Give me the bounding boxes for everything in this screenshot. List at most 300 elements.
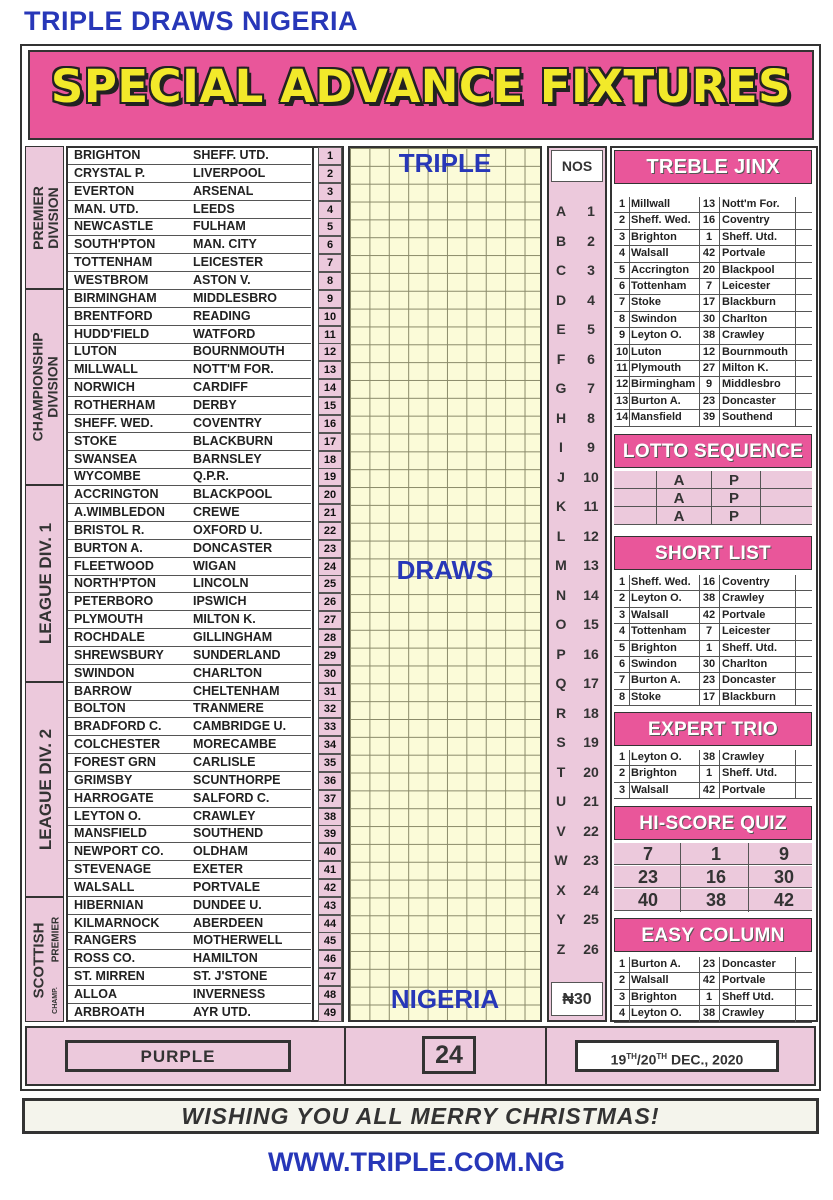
pair-team: Burton A. bbox=[631, 674, 681, 687]
nos-number: 4 bbox=[587, 291, 595, 308]
pair-team: Charlton bbox=[722, 312, 768, 325]
fixture-row bbox=[68, 433, 311, 451]
pair-team: Portvale bbox=[722, 608, 766, 621]
fixture-away-team: ABERDEEN bbox=[193, 915, 264, 930]
table-divider bbox=[699, 197, 700, 427]
lotto-letter: A bbox=[673, 472, 685, 489]
fixture-home-team: RANGERS bbox=[74, 933, 137, 948]
nos-letter: C bbox=[555, 262, 567, 278]
pair-number: 1 bbox=[705, 990, 713, 1003]
coupon-colour: PURPLE bbox=[65, 1040, 291, 1072]
pair-number: 38 bbox=[702, 329, 716, 342]
fixture-number: 16 bbox=[318, 415, 342, 433]
table-divider bbox=[795, 750, 796, 799]
pair-number: 2 bbox=[618, 592, 626, 605]
date-part: DEC., 2020 bbox=[667, 1051, 744, 1068]
nos-letter: U bbox=[555, 793, 567, 809]
pair-team: Mansfield bbox=[631, 411, 682, 424]
pair-row bbox=[614, 312, 812, 328]
pair-team: Walsall bbox=[631, 247, 669, 260]
pair-team: Crawley bbox=[722, 1007, 765, 1020]
table-divider bbox=[680, 843, 681, 912]
fixture-number: 49 bbox=[318, 1004, 342, 1022]
fixture-row bbox=[68, 950, 311, 968]
pair-team: Crawley bbox=[722, 751, 765, 763]
nos-letter: X bbox=[556, 881, 566, 898]
fixture-home-team: BRADFORD C. bbox=[74, 719, 162, 734]
pair-row bbox=[614, 230, 812, 246]
nos-number: 22 bbox=[583, 822, 599, 839]
fixture-home-team: PETERBORO bbox=[74, 594, 154, 609]
pair-number: 23 bbox=[702, 674, 716, 687]
nos-number: 3 bbox=[587, 262, 595, 278]
fixture-home-team: BARROW bbox=[74, 683, 132, 698]
pair-number: 1 bbox=[618, 576, 626, 588]
pair-team: Portvale bbox=[722, 247, 766, 260]
fixture-row bbox=[68, 415, 311, 433]
fixture-row bbox=[68, 629, 311, 647]
division-label: CHAMPIONSHIP DIVISION bbox=[29, 332, 61, 442]
fixture-away-team: READING bbox=[193, 308, 251, 323]
pair-team: Walsall bbox=[631, 974, 669, 987]
fixture-row bbox=[68, 915, 311, 933]
hi-score-row bbox=[614, 843, 812, 865]
pair-number: 3 bbox=[618, 608, 626, 621]
date-part: /20 bbox=[636, 1051, 657, 1068]
pair-number: 8 bbox=[618, 690, 626, 703]
fixture-row bbox=[68, 593, 311, 611]
fixture-number: 21 bbox=[318, 504, 342, 522]
pair-number: 38 bbox=[702, 592, 716, 605]
fixture-number: 47 bbox=[318, 968, 342, 986]
nos-number: 25 bbox=[583, 911, 599, 927]
fixture-home-team: ST. MIRREN bbox=[74, 969, 145, 984]
fixture-away-team: OXFORD U. bbox=[193, 522, 263, 537]
table-divider bbox=[656, 471, 657, 525]
fixture-home-team: ACCRINGTON bbox=[74, 487, 159, 502]
pair-number: 7 bbox=[705, 625, 713, 638]
nos-letter: H bbox=[555, 409, 567, 426]
pair-team: Leyton O. bbox=[631, 329, 682, 342]
fixture-home-team: WYCOMBE bbox=[74, 469, 141, 484]
fixture-number: 18 bbox=[318, 451, 342, 469]
fixture-number: 40 bbox=[318, 843, 342, 861]
fixture-away-team: SOUTHEND bbox=[193, 826, 264, 841]
table-divider bbox=[795, 197, 796, 427]
division-band-scottish bbox=[25, 897, 64, 1022]
fixture-home-team: NEWCASTLE bbox=[74, 219, 154, 234]
fixture-home-team: ROTHERHAM bbox=[74, 397, 156, 412]
hi-score-quiz-header: HI-SCORE QUIZ bbox=[614, 806, 812, 840]
fixture-away-team: MOTHERWELL bbox=[193, 933, 283, 948]
pair-team: Sheff. Utd. bbox=[722, 641, 777, 654]
fixture-row bbox=[68, 540, 311, 558]
nos-number: 20 bbox=[583, 763, 599, 780]
short-list-header: SHORT LIST bbox=[614, 536, 812, 570]
fixture-row bbox=[68, 665, 311, 683]
pair-number: 42 bbox=[702, 247, 716, 260]
pair-team: Brighton bbox=[631, 990, 677, 1003]
fixture-number: 6 bbox=[318, 236, 342, 254]
pair-number: 16 bbox=[702, 576, 716, 588]
pair-number: 2 bbox=[618, 767, 626, 780]
fixture-number: 9 bbox=[318, 290, 342, 308]
pair-team: Leyton O. bbox=[631, 592, 682, 605]
fixture-home-team: TOTTENHAM bbox=[74, 255, 153, 270]
nos-number: 13 bbox=[583, 557, 599, 573]
nos-letter: T bbox=[556, 763, 566, 780]
price-box: ₦30 bbox=[551, 982, 603, 1016]
fixture-row bbox=[68, 825, 311, 843]
fixture-away-team: MIDDLESBRO bbox=[193, 290, 278, 305]
division-band-championship bbox=[25, 289, 64, 485]
pair-number: 6 bbox=[618, 658, 626, 670]
pair-number: 7 bbox=[705, 280, 713, 292]
fixture-row bbox=[68, 254, 311, 272]
fixture-number: 5 bbox=[318, 218, 342, 236]
pair-team: Leyton O. bbox=[631, 1007, 682, 1020]
fixture-away-team: SCUNTHORPE bbox=[193, 772, 281, 787]
pair-team: Blackpool bbox=[722, 263, 775, 276]
pair-number: 3 bbox=[618, 990, 626, 1003]
fixture-home-team: CRYSTAL P. bbox=[74, 165, 146, 180]
fixture-row bbox=[68, 290, 311, 308]
fixture-number: 1 bbox=[318, 147, 342, 165]
nos-number: 26 bbox=[583, 940, 599, 957]
hi-score-number: 42 bbox=[773, 890, 795, 910]
pair-number: 4 bbox=[618, 1007, 626, 1020]
fixture-away-team: PORTVALE bbox=[193, 879, 261, 894]
pair-number: 42 bbox=[702, 974, 716, 987]
fixture-home-team: WESTBROM bbox=[74, 273, 149, 287]
pair-number: 20 bbox=[702, 263, 716, 276]
fixture-number: 22 bbox=[318, 522, 342, 540]
fixture-home-team: ARBROATH bbox=[74, 1004, 145, 1019]
fixture-row bbox=[68, 308, 311, 326]
fixture-away-team: BOURNMOUTH bbox=[193, 344, 285, 359]
fixture-row bbox=[68, 218, 311, 236]
fixture-number: 43 bbox=[318, 897, 342, 915]
fixture-number: 42 bbox=[318, 879, 342, 897]
lotto-letter: A bbox=[673, 508, 685, 525]
fixture-row bbox=[68, 183, 311, 201]
pair-number: 23 bbox=[702, 958, 716, 970]
fixture-number: 29 bbox=[318, 647, 342, 665]
fixture-number: 39 bbox=[318, 825, 342, 843]
fixture-home-team: COLCHESTER bbox=[74, 737, 161, 752]
hi-score-number: 30 bbox=[773, 867, 795, 887]
fixture-home-team: BOLTON bbox=[74, 701, 126, 716]
pair-team: Luton bbox=[631, 345, 662, 358]
fixture-away-team: CREWE bbox=[193, 505, 240, 519]
fixture-number: 36 bbox=[318, 772, 342, 790]
fixture-number: 15 bbox=[318, 397, 342, 415]
nos-number: 24 bbox=[583, 881, 599, 898]
fixture-number: 27 bbox=[318, 611, 342, 629]
hi-score-number: 23 bbox=[637, 867, 659, 887]
pair-team: Leyton O. bbox=[631, 751, 682, 763]
pair-number: 2 bbox=[618, 214, 626, 227]
table-divider bbox=[629, 957, 630, 1023]
table-divider bbox=[719, 957, 720, 1023]
division-label: LEAGUE DIV. 1 bbox=[36, 522, 55, 645]
fixture-number: 32 bbox=[318, 700, 342, 718]
fixture-row bbox=[68, 808, 311, 826]
pair-team: Burton A. bbox=[631, 958, 681, 970]
nos-number: 1 bbox=[587, 203, 595, 219]
fixture-away-team: CARLISLE bbox=[193, 754, 256, 769]
fixture-home-team: HUDD'FIELD bbox=[74, 326, 150, 341]
pair-row bbox=[614, 766, 812, 782]
fixture-away-team: CHELTENHAM bbox=[193, 683, 280, 698]
pair-team: Charlton bbox=[722, 658, 768, 670]
fixture-number: 30 bbox=[318, 665, 342, 683]
fixture-home-team: GRIMSBY bbox=[74, 772, 133, 787]
brand-header: TRIPLE DRAWS NIGERIA bbox=[24, 6, 359, 36]
pair-number: 3 bbox=[618, 230, 626, 243]
table-divider bbox=[629, 197, 630, 427]
pair-number: 13 bbox=[702, 198, 716, 210]
division-sublabel: CHAMP. bbox=[52, 986, 59, 1014]
hi-score-number: 9 bbox=[778, 844, 789, 864]
pair-number: 30 bbox=[702, 312, 716, 325]
table-divider bbox=[699, 575, 700, 706]
fixture-number: 34 bbox=[318, 736, 342, 754]
website-link[interactable]: WWW.TRIPLE.COM.NG bbox=[268, 1147, 565, 1177]
fixture-number: 41 bbox=[318, 861, 342, 879]
fixture-away-team: SHEFF. UTD. bbox=[193, 148, 269, 162]
pair-row bbox=[614, 410, 812, 426]
fixture-row bbox=[68, 861, 311, 879]
fixture-row bbox=[68, 754, 311, 772]
nos-number: 2 bbox=[587, 232, 595, 249]
pair-team: Doncaster bbox=[722, 958, 776, 970]
greeting-banner: WISHING YOU ALL MERRY CHRISTMAS! bbox=[22, 1098, 819, 1134]
fixtures-divider bbox=[312, 146, 314, 1022]
table-divider bbox=[719, 575, 720, 706]
fixture-row bbox=[68, 361, 311, 379]
pair-team: Tottenham bbox=[631, 625, 687, 638]
lotto-row bbox=[614, 507, 812, 525]
fixture-away-team: TRANMERE bbox=[193, 701, 264, 716]
fixture-row bbox=[68, 772, 311, 790]
nos-number: 12 bbox=[583, 527, 599, 544]
pair-row bbox=[614, 783, 812, 799]
fixture-row bbox=[68, 718, 311, 736]
nos-letter: V bbox=[556, 822, 566, 839]
pair-team: Leicester bbox=[722, 625, 771, 638]
pair-team: Sheff. Utd. bbox=[722, 230, 777, 243]
fixture-home-team: STEVENAGE bbox=[74, 862, 152, 876]
pair-team: Accrington bbox=[631, 263, 690, 276]
nos-letter: B bbox=[555, 232, 567, 249]
lotto-letter: P bbox=[728, 490, 739, 507]
pair-number: 16 bbox=[702, 214, 716, 227]
fixture-number: 10 bbox=[318, 308, 342, 326]
fixture-number: 12 bbox=[318, 343, 342, 361]
pair-row bbox=[614, 690, 812, 706]
fixture-away-team: EXETER bbox=[193, 862, 244, 876]
hi-score-number: 40 bbox=[637, 890, 659, 910]
nos-letter: E bbox=[556, 321, 566, 337]
pair-team: Doncaster bbox=[722, 394, 776, 407]
fixture-row bbox=[68, 486, 311, 504]
fixture-home-team: NORWICH bbox=[74, 380, 135, 395]
fixture-number: 20 bbox=[318, 486, 342, 504]
hi-score-number: 16 bbox=[705, 867, 727, 887]
fixture-away-team: LINCOLN bbox=[193, 576, 249, 591]
pair-team: Nott'm For. bbox=[722, 198, 780, 210]
nos-number: 6 bbox=[587, 350, 595, 367]
fixture-away-team: LIVERPOOL bbox=[193, 165, 266, 180]
pair-row bbox=[614, 641, 812, 657]
pair-team: Portvale bbox=[722, 974, 766, 987]
pair-team: Brighton bbox=[631, 230, 677, 243]
fixture-number: 4 bbox=[318, 201, 342, 219]
fixture-row bbox=[68, 379, 311, 397]
nos-number: 23 bbox=[583, 852, 599, 868]
fixture-away-team: ARSENAL bbox=[193, 183, 254, 198]
fixture-away-team: LEEDS bbox=[193, 201, 235, 216]
pair-number: 23 bbox=[702, 394, 716, 407]
fixture-home-team: SHEFF. WED. bbox=[74, 415, 154, 430]
division-band-league-two bbox=[25, 682, 64, 897]
table-divider bbox=[748, 843, 749, 912]
nos-letter: J bbox=[557, 468, 565, 485]
nos-letter: W bbox=[554, 852, 568, 868]
nos-letter: A bbox=[555, 203, 567, 219]
fixture-home-team: LUTON bbox=[74, 344, 117, 359]
fixture-row bbox=[68, 165, 311, 183]
pair-row bbox=[614, 361, 812, 377]
treble-jinx-header: TREBLE JINX bbox=[614, 150, 812, 184]
fixture-row bbox=[68, 843, 311, 861]
fixture-away-team: MAN. CITY bbox=[193, 237, 257, 252]
fixture-away-team: SALFORD C. bbox=[193, 790, 270, 805]
pair-number: 27 bbox=[702, 362, 716, 374]
fixture-home-team: SHREWSBURY bbox=[74, 647, 164, 662]
fixture-row bbox=[68, 683, 311, 701]
fixture-row bbox=[68, 647, 311, 665]
fixture-home-team: MAN. UTD. bbox=[74, 201, 139, 216]
expert-trio-header: EXPERT TRIO bbox=[614, 712, 812, 746]
fixture-number: 17 bbox=[318, 433, 342, 451]
hi-score-row bbox=[614, 866, 812, 888]
pair-number: 6 bbox=[618, 280, 626, 292]
fixture-away-team: WIGAN bbox=[193, 558, 237, 573]
table-divider bbox=[795, 957, 796, 1023]
fixture-home-team: A.WIMBLEDON bbox=[74, 505, 165, 519]
fixture-home-team: ALLOA bbox=[74, 987, 118, 1001]
nos-letter: Y bbox=[556, 911, 566, 927]
pair-team: Swindon bbox=[631, 312, 677, 325]
fixture-number: 13 bbox=[318, 361, 342, 379]
fixture-away-team: WATFORD bbox=[193, 326, 256, 341]
division-sublabel: PREMIER bbox=[50, 916, 61, 962]
pair-row bbox=[614, 657, 812, 673]
fixture-row bbox=[68, 558, 311, 576]
pair-number: 11 bbox=[616, 362, 628, 374]
fixture-home-team: SOUTH'PTON bbox=[74, 237, 156, 252]
pair-number: 17 bbox=[702, 296, 716, 309]
fixture-date bbox=[575, 1040, 779, 1072]
fixture-away-team: SUNDERLAND bbox=[193, 647, 281, 662]
lotto-letter: P bbox=[728, 508, 739, 525]
fixture-home-team: KILMARNOCK bbox=[74, 915, 160, 930]
fixture-row bbox=[68, 147, 311, 165]
pair-team: Coventry bbox=[722, 214, 770, 227]
grid-label-bottom: NIGERIA bbox=[390, 984, 500, 1014]
fixture-away-team: NOTT'M FOR. bbox=[193, 362, 274, 377]
pair-team: Walsall bbox=[631, 608, 669, 621]
pair-team: Bournmouth bbox=[722, 345, 788, 358]
fixture-away-team: GILLINGHAM bbox=[193, 630, 273, 644]
fixture-home-team: HIBERNIAN bbox=[74, 897, 144, 912]
fixture-home-team: SWANSEA bbox=[74, 451, 138, 466]
lotto-letter: P bbox=[728, 472, 739, 489]
fixture-row bbox=[68, 790, 311, 808]
fixture-row bbox=[68, 343, 311, 361]
pair-row bbox=[614, 957, 812, 973]
pair-number: 5 bbox=[618, 641, 626, 654]
fixture-row bbox=[68, 397, 311, 415]
fixture-number: 38 bbox=[318, 808, 342, 826]
pair-row bbox=[614, 990, 812, 1006]
fixture-row bbox=[68, 879, 311, 897]
lotto-sequence-header: LOTTO SEQUENCE bbox=[614, 434, 812, 468]
pair-number: 1 bbox=[705, 641, 713, 654]
fixture-row bbox=[68, 1004, 311, 1022]
nos-letter: F bbox=[556, 350, 566, 367]
grid-label-top: TRIPLE bbox=[398, 148, 492, 178]
pair-row bbox=[614, 973, 812, 989]
pair-row bbox=[614, 295, 812, 311]
fixture-home-team: ROCHDALE bbox=[74, 630, 145, 644]
fixture-home-team: FLEETWOOD bbox=[74, 558, 154, 573]
fixture-away-team: DERBY bbox=[193, 397, 237, 412]
fixture-number: 48 bbox=[318, 986, 342, 1004]
fixture-home-team: MANSFIELD bbox=[74, 826, 147, 841]
pair-row bbox=[614, 575, 812, 591]
pair-number: 10 bbox=[616, 345, 629, 358]
nos-number: 21 bbox=[583, 793, 599, 809]
fixture-away-team: CRAWLEY bbox=[193, 808, 256, 823]
pair-number: 5 bbox=[618, 263, 626, 276]
table-divider bbox=[760, 471, 761, 525]
nos-letter: P bbox=[556, 645, 566, 662]
fixture-home-team: NORTH'PTON bbox=[74, 576, 156, 591]
nos-number: 7 bbox=[587, 380, 595, 396]
fixture-away-team: LEICESTER bbox=[193, 255, 264, 270]
fixture-number: 37 bbox=[318, 790, 342, 808]
pair-row bbox=[614, 279, 812, 295]
pair-team: Walsall bbox=[631, 783, 669, 796]
fixture-home-team: BRENTFORD bbox=[74, 308, 153, 323]
pair-team: Portvale bbox=[722, 783, 766, 796]
nos-number: 18 bbox=[583, 704, 599, 721]
pair-number: 12 bbox=[702, 345, 716, 358]
fixture-number: 33 bbox=[318, 718, 342, 736]
nos-number: 11 bbox=[583, 498, 599, 514]
fixture-home-team: PLYMOUTH bbox=[74, 612, 143, 627]
pair-number: 1 bbox=[618, 198, 626, 210]
pair-number: 1 bbox=[705, 767, 713, 780]
pair-number: 1 bbox=[618, 751, 626, 763]
lotto-row bbox=[614, 471, 812, 489]
pair-team: Leicester bbox=[722, 280, 771, 292]
table-divider bbox=[629, 575, 630, 706]
fixture-number: 45 bbox=[318, 932, 342, 950]
